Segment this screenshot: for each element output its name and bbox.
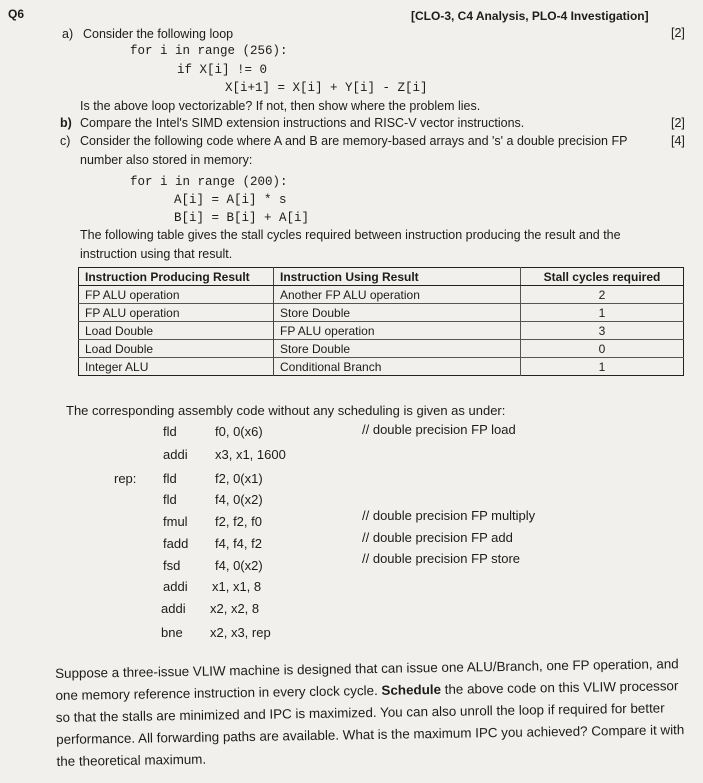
part-b-label: b) [60,116,72,130]
cell-stalls: 1 [521,358,684,376]
header-using: Instruction Using Result [274,268,521,286]
asm-args: x1, x1, 8 [212,579,262,594]
asm-comment: // double precision FP multiply [362,508,536,523]
cell-using: FP ALU operation [274,322,521,340]
cell-stalls: 3 [521,322,684,340]
asm-op: fadd [163,536,189,551]
asm-args: f4, 0(x2) [215,558,263,573]
stall-cycles-table [78,267,684,376]
asm-args: x3, x1, 1600 [215,447,286,462]
asm-args: f2, f2, f0 [215,514,262,529]
part-a-marks: [2] [671,26,685,40]
part-a-label: a) [62,27,74,41]
part-a-question: Is the above loop vectorizable? If not, then show where the problem lies. [80,99,481,113]
cell-stalls: 0 [521,340,684,358]
asm-op: addi [163,447,188,462]
cell-using: Conditional Branch [274,358,521,376]
asm-comment: // double precision FP load [362,422,516,437]
asm-op: addi [161,601,186,616]
final-question-lead: Suppose a three-issue VLIW machine is designed that can issue one ALU/Branch, one FP operation, and one memory reference instruction in every clock cycle. [55,656,679,703]
part-a-intro: Consider the following loop [83,27,234,41]
asm-op: fld [163,471,177,486]
part-c-code-line-2: A[i] = A[i] * s [174,193,287,207]
part-c-marks: [4] [671,134,685,148]
asm-comment: // double precision FP add [362,530,513,545]
cell-producing: Integer ALU [79,358,274,376]
part-a-code-line-2: if X[i] != 0 [177,63,268,77]
header-stall-cycles: Stall cycles required [521,268,684,286]
table-row [79,304,684,322]
table-row [79,358,684,376]
table-intro-2: instruction using that result. [80,247,233,261]
cell-using: Store Double [274,340,521,358]
table-header-row [79,268,684,286]
part-c-text-2: number also stored in memory: [80,153,253,167]
table-row [79,286,684,304]
cell-producing: FP ALU operation [79,304,274,322]
part-b-marks: [2] [671,116,685,130]
part-a-code-line-3: X[i+1] = X[i] + Y[i] - Z[i] [225,81,428,95]
cell-producing: Load Double [79,340,274,358]
part-c-label: c) [60,134,71,148]
asm-args: f4, f4, f2 [215,536,262,551]
asm-args: f0, 0(x6) [215,424,263,439]
part-b-text: Compare the Intel's SIMD extension instructions and RISC-V vector instructions. [80,116,525,130]
question-number: Q6 [8,7,25,21]
part-c-code-line-3: B[i] = B[i] + A[i] [174,211,310,225]
asm-args: f2, 0(x1) [215,471,263,486]
asm-op: fsd [163,558,181,573]
loop-label: rep: [114,471,137,486]
asm-args: f4, 0(x2) [215,492,263,507]
clo-tag: [CLO-3, C4 Analysis, PLO-4 Investigation] [411,9,649,23]
cell-stalls: 2 [521,286,684,304]
final-question-emphasis: Schedule [381,681,442,698]
asm-op: bne [161,625,183,640]
part-a-code-line-1: for i in range (256): [130,44,288,58]
cell-producing: FP ALU operation [79,286,274,304]
asm-args: x2, x2, 8 [210,601,260,616]
cell-using: Another FP ALU operation [274,286,521,304]
asm-op: addi [163,579,188,594]
cell-using: Store Double [274,304,521,322]
table-row [79,340,684,358]
table-row [79,322,684,340]
asm-op: fmul [163,514,188,529]
cell-producing: Load Double [79,322,274,340]
asm-op: fld [163,424,177,439]
final-question [55,653,697,773]
part-c-code-line-1: for i in range (200): [130,175,288,189]
final-question-rest: the above code on this VLIW processor so that the stalls are minimized and IPC is maximized. You can also unroll the loop if required for better performance. All forwarding paths are available. What is the maximum IPC you achieved? Compare it with the theoretical maximum. [55,678,685,769]
asm-op: fld [163,492,177,507]
asm-args: x2, x3, rep [210,625,271,640]
cell-stalls: 1 [521,304,684,322]
header-producing: Instruction Producing Result [79,268,274,286]
assembly-intro: The corresponding assembly code without any scheduling is given as under: [66,403,506,418]
asm-comment: // double precision FP store [362,551,521,566]
table-intro-1: The following table gives the stall cycles required between instruction producing the result and the [80,228,621,242]
part-c-text-1: Consider the following code where A and B are memory-based arrays and 's' a double precision FP [80,134,628,148]
